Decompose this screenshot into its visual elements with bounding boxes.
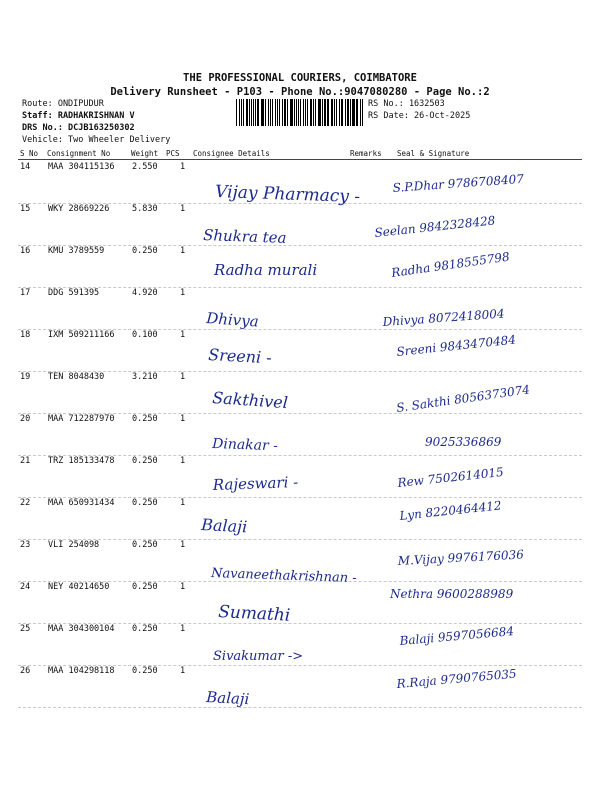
row-weight: 3.210 <box>132 372 158 382</box>
handwritten-consignee: Sakthivel <box>211 388 289 413</box>
company-title: THE PROFESSIONAL COURIERS, COIMBATORE <box>183 72 417 84</box>
table-row <box>0 330 600 372</box>
row-sno: 22 <box>20 498 31 508</box>
handwritten-consignee: Dinakar - <box>211 436 279 455</box>
row-consignment-no: WKY 28669226 <box>48 204 110 214</box>
handwritten-consignee: Sreeni - <box>207 345 273 368</box>
handwritten-signature: M.Vijay 9976176036 <box>397 547 525 568</box>
row-pcs: 1 <box>180 372 186 382</box>
row-pcs: 1 <box>180 330 186 340</box>
handwritten-signature: Dhivya 8072418004 <box>382 306 505 329</box>
table-row <box>0 666 600 708</box>
handwritten-consignee: Rajeswari - <box>212 473 299 494</box>
table-row <box>0 582 600 624</box>
row-divider <box>18 707 582 708</box>
row-pcs: 1 <box>180 498 186 508</box>
table-row <box>0 540 600 582</box>
handwritten-signature: S. Sakthi 8056373074 <box>395 382 531 415</box>
row-sno: 15 <box>20 204 31 214</box>
row-weight: 5.830 <box>132 204 158 214</box>
handwritten-consignee: Vijay Pharmacy - <box>214 182 361 208</box>
handwritten-signature: Lyn 8220464412 <box>398 498 503 523</box>
rs-date: RS Date: 26-Oct-2025 <box>368 111 471 121</box>
header-divider <box>18 159 582 160</box>
row-sno: 21 <box>20 456 31 466</box>
rs-number: RS No.: 1632503 <box>368 99 445 109</box>
row-pcs: 1 <box>180 540 186 550</box>
handwritten-signature: Balaji 9597056684 <box>399 624 515 648</box>
handwritten-signature: Seelan 9842328428 <box>373 213 496 240</box>
staff-label: Staff: RADHAKRISHNAN V <box>22 111 135 121</box>
row-pcs: 1 <box>180 624 186 634</box>
row-pcs: 1 <box>180 414 186 424</box>
row-consignment-no: TEN 8048430 <box>48 372 105 382</box>
table-row <box>0 372 600 414</box>
row-pcs: 1 <box>180 456 186 466</box>
handwritten-signature: Nethra 9600288989 <box>390 587 514 601</box>
row-sno: 23 <box>20 540 31 550</box>
handwritten-consignee: Sivakumar -> <box>213 649 304 664</box>
row-sno: 14 <box>20 162 31 172</box>
handwritten-consignee: Balaji <box>200 515 248 537</box>
runsheet-subtitle: Delivery Runsheet - P103 - Phone No.:9047080280 - Page No.:2 <box>110 86 490 98</box>
row-pcs: 1 <box>180 582 186 592</box>
table-row <box>0 624 600 666</box>
row-consignment-no: MAA 650931434 <box>48 498 115 508</box>
table-row <box>0 498 600 540</box>
row-pcs: 1 <box>180 246 186 256</box>
row-weight: 0.250 <box>132 666 158 676</box>
row-weight: 0.250 <box>132 498 158 508</box>
table-row <box>0 162 600 204</box>
handwritten-signature: S.P.Dhar 9786708407 <box>392 171 525 195</box>
row-weight: 0.250 <box>132 246 158 256</box>
handwritten-signature: Radha 9818555798 <box>390 249 511 280</box>
col-consignee: Consignee Details <box>193 149 270 158</box>
handwritten-consignee: Navaneethakrishnan - <box>210 566 357 587</box>
row-weight: 0.250 <box>132 582 158 592</box>
row-pcs: 1 <box>180 666 186 676</box>
route-label: Route: ONDIPUDUR <box>22 99 104 109</box>
row-sno: 20 <box>20 414 31 424</box>
handwritten-consignee: Shukra tea <box>202 226 287 247</box>
handwritten-signature: Sreeni 9843470484 <box>395 332 517 359</box>
col-sno: S No <box>20 149 39 158</box>
row-consignment-no: NEY 40214650 <box>48 582 110 592</box>
row-pcs: 1 <box>180 288 186 298</box>
row-sno: 19 <box>20 372 31 382</box>
table-row <box>0 456 600 498</box>
row-sno: 25 <box>20 624 31 634</box>
row-sno: 16 <box>20 246 31 256</box>
table-row <box>0 414 600 456</box>
col-consignment: Consignment No <box>47 149 111 158</box>
vehicle-label: Vehicle: Two Wheeler Delivery <box>22 135 171 145</box>
row-weight: 4.920 <box>132 288 158 298</box>
row-sno: 26 <box>20 666 31 676</box>
drs-number: DRS No.: DCJB163250302 <box>22 123 135 133</box>
row-weight: 0.250 <box>132 456 158 466</box>
row-weight: 0.250 <box>132 540 158 550</box>
handwritten-consignee: Balaji <box>205 688 250 709</box>
handwritten-signature: R.Raja 9790765035 <box>396 666 518 691</box>
col-pcs: PCS <box>166 149 180 158</box>
row-consignment-no: IXM 509211166 <box>48 330 115 340</box>
row-sno: 17 <box>20 288 31 298</box>
row-consignment-no: KMU 3789559 <box>48 246 105 256</box>
col-remarks: Remarks <box>350 149 382 158</box>
row-consignment-no: TRZ 185133478 <box>48 456 115 466</box>
row-sno: 18 <box>20 330 31 340</box>
table-row <box>0 246 600 288</box>
row-consignment-no: VLI 254098 <box>48 540 100 550</box>
row-weight: 0.250 <box>132 624 158 634</box>
handwritten-consignee: Radha murali <box>214 261 318 279</box>
handwritten-consignee: Sumathi <box>217 602 291 626</box>
row-consignment-no: MAA 712287970 <box>48 414 115 424</box>
table-row <box>0 288 600 330</box>
runsheet-barcode <box>236 99 364 126</box>
handwritten-consignee: Dhivya <box>205 309 260 331</box>
row-consignment-no: MAA 304115136 <box>48 162 115 172</box>
row-consignment-no: DDG 591395 <box>48 288 100 298</box>
handwritten-signature: Rew 7502614015 <box>396 464 505 490</box>
col-weight: Weight <box>131 149 159 158</box>
row-consignment-no: MAA 104298118 <box>48 666 115 676</box>
table-row <box>0 204 600 246</box>
row-pcs: 1 <box>180 204 186 214</box>
col-seal-signature: Seal & Signature <box>397 149 470 158</box>
row-weight: 0.250 <box>132 414 158 424</box>
row-consignment-no: MAA 304300104 <box>48 624 115 634</box>
row-weight: 2.550 <box>132 162 158 172</box>
row-sno: 24 <box>20 582 31 592</box>
row-weight: 0.100 <box>132 330 158 340</box>
row-pcs: 1 <box>180 162 186 172</box>
handwritten-signature: 9025336869 <box>425 435 502 449</box>
